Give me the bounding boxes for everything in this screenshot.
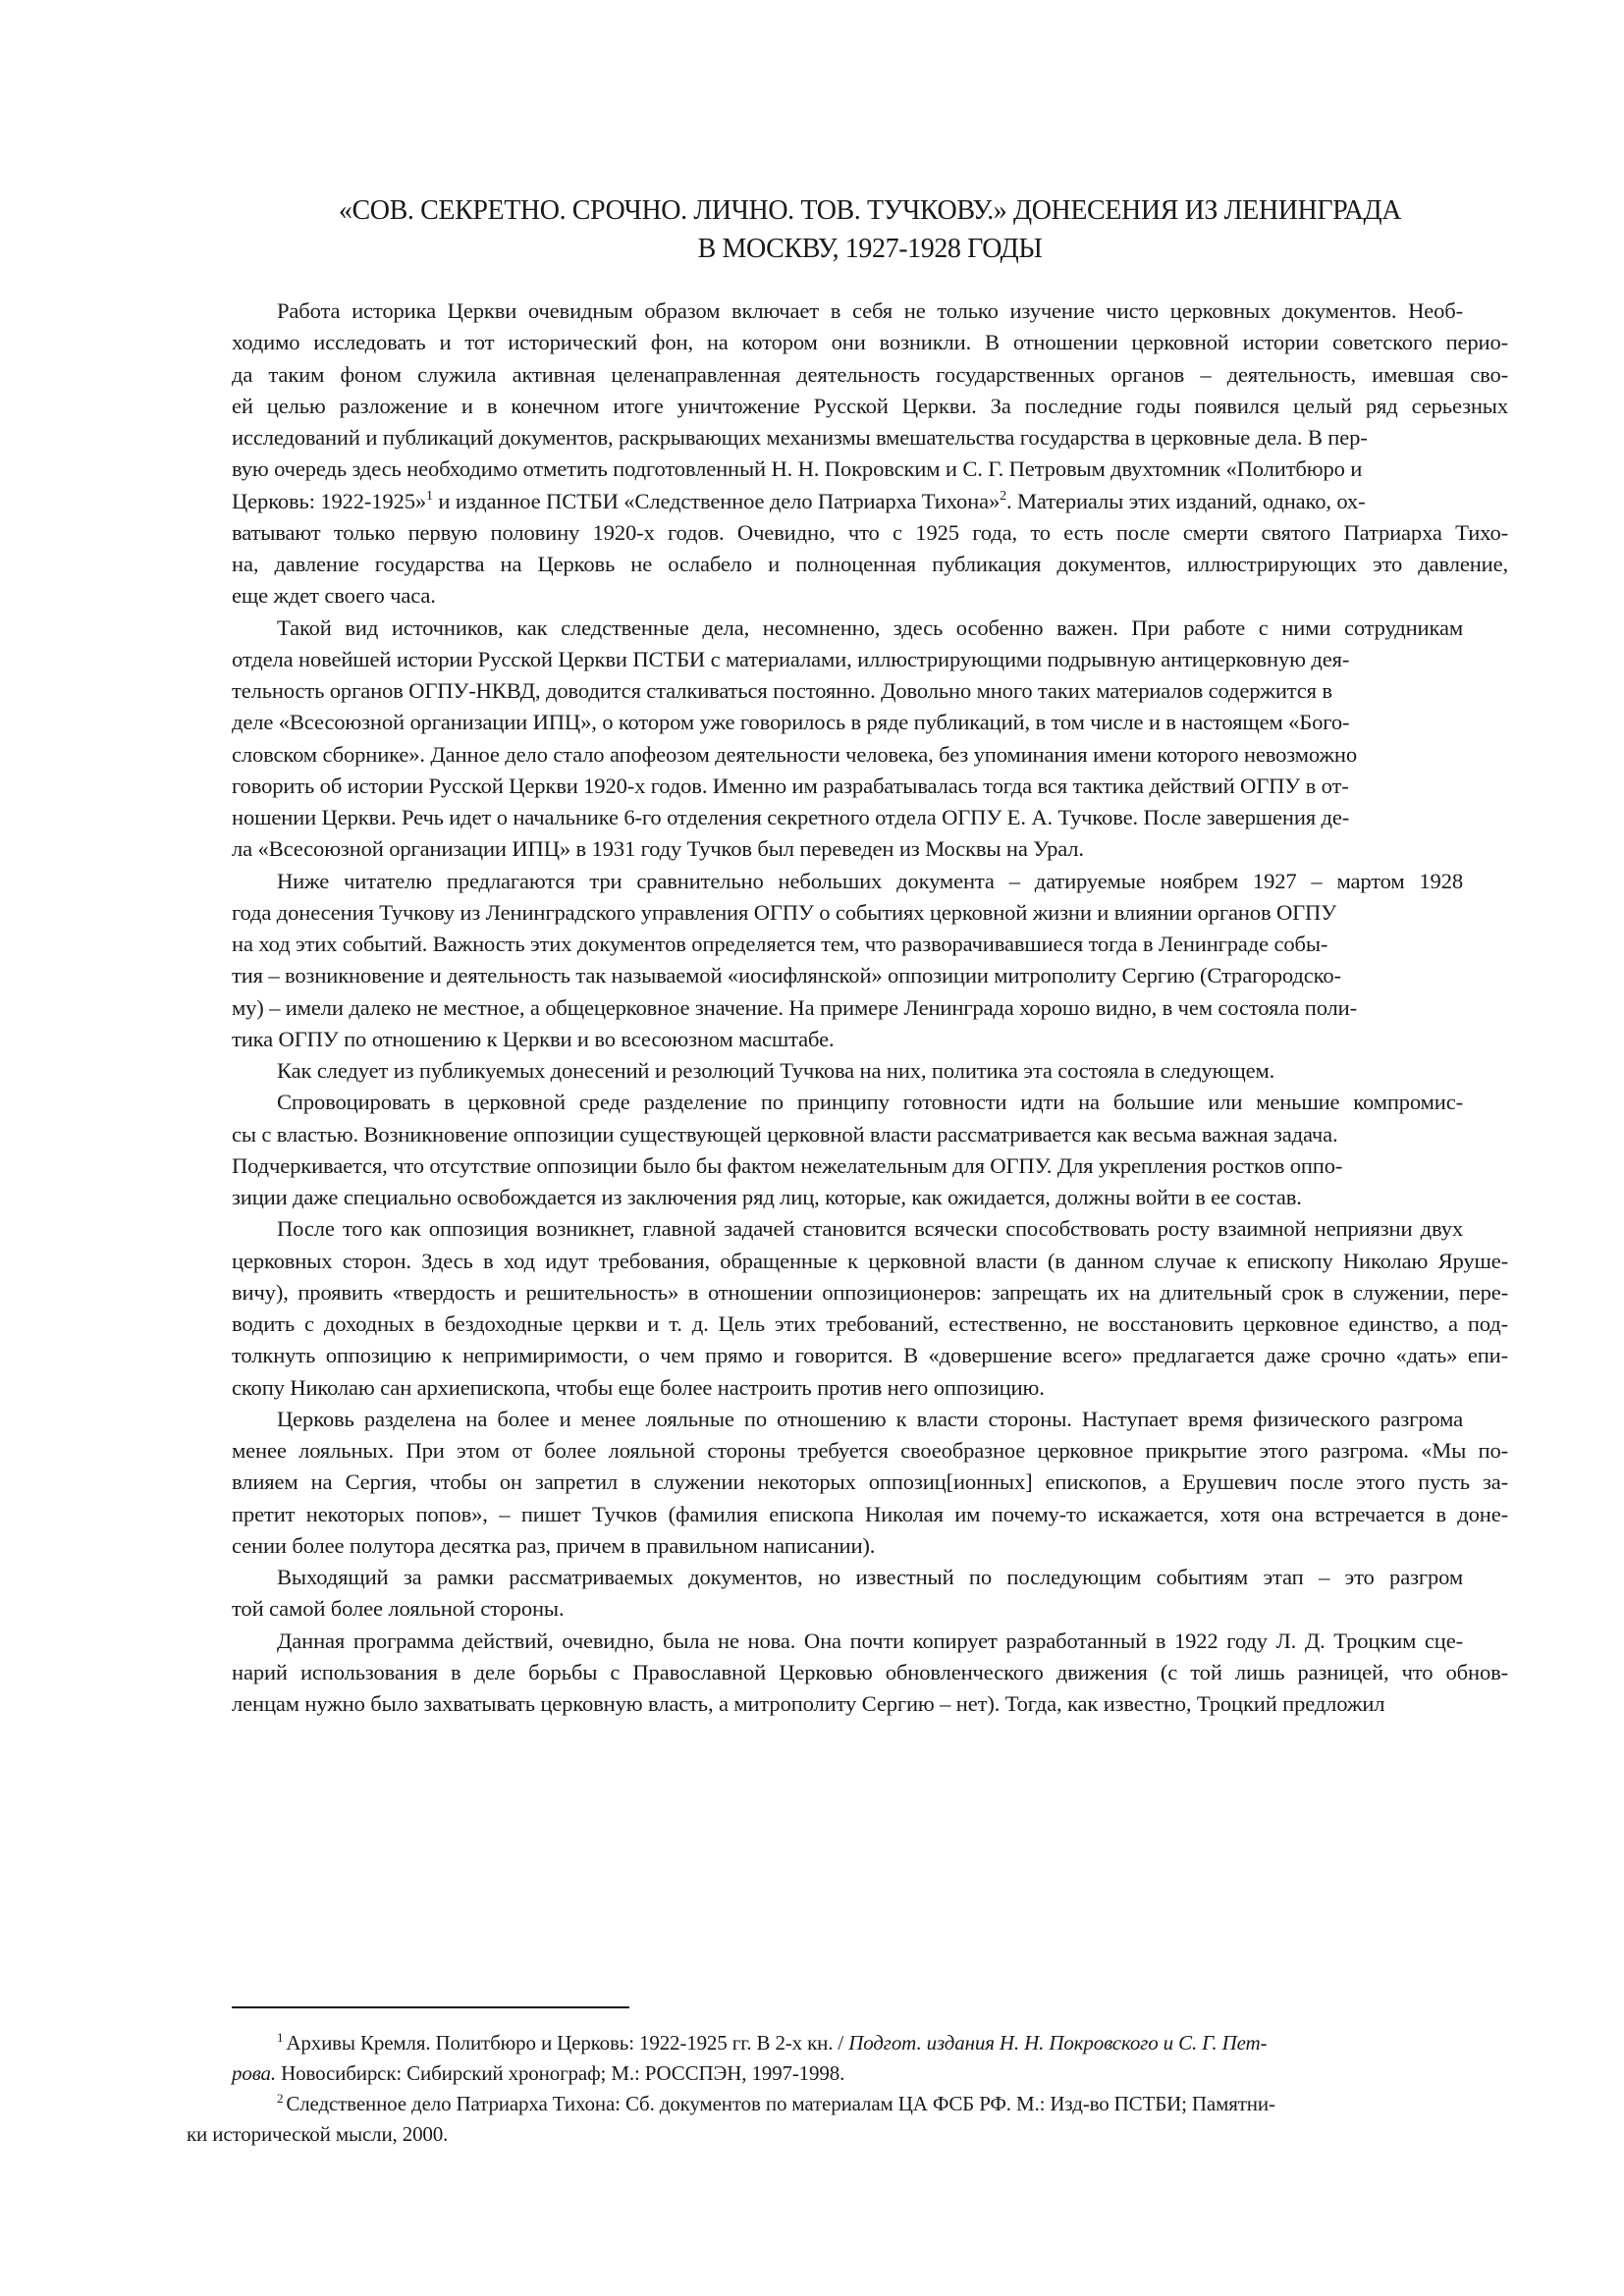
page-title [232,191,1508,268]
footnote-2 [187,2089,1508,2150]
paragraph-line: той самой более лояльной стороны. [232,1596,565,1622]
paragraph-line: словском сборнике». Данное дело стало апофеозом деятельности человека, без упоминания имени которого невозможно [232,741,1357,767]
body-paragraph [232,1404,1508,1562]
footnote-ref: 2 [1000,488,1006,504]
paragraph-line: толкнуть оппозицию к непримиримости, о чем прямо и говорится. В «довершение всего» предлагается даже срочно «дать» епи- [232,1343,1508,1368]
paragraph-line: Церковь разделена на более и менее лояльные по отношению к власти стороны. Наступает время физического разгрома [277,1406,1463,1431]
footnote-number: 2 [277,2091,284,2106]
footnote-text: Архивы Кремля. Политбюро и Церковь: 1922-1925 гг. В 2-х кн. / [286,2031,849,2055]
body-paragraph [232,1562,1508,1626]
paragraph-line: му) – имели далеко не местное, а общецерковное значение. На примере Ленинграда хорошо видно, в чем состояла поли- [232,994,1357,1020]
paragraph-line: ношении Церкви. Речь идет о начальнике 6-го отделения секретного отдела ОГПУ Е. А. Тучкове. После завершения де- [232,805,1350,829]
footnote-text: Новосибирск: Сибирский хронограф; М.: РОССПЭН, 1997-1998. [275,2061,845,2085]
paragraph-line: церковных сторон. Здесь в ход идут требования, обращенные к церковной власти (в данном случае к епископу Николаю Ярушe- [232,1248,1508,1273]
paragraph-line: нарий использования в деле борьбы с Православной Церковью обновленческого движения (с той лишь разницей, что обнов- [232,1659,1508,1684]
paragraph-line: Ниже читателю предлагаются три сравнительно небольших документа – датируемые ноябрем 1927 – мартом 1928 [277,868,1463,893]
paragraph-line: Как следует из публикуемых донесений и резолюций Тучкова на них, политика эта состояла в следующем. [277,1058,1275,1083]
footnote-ref: 1 [426,488,433,504]
article-body [232,295,1508,1720]
paragraph-line: говорить об истории Русской Церкви 1920-х годов. Именно им разрабатывалась тогда вся тактика действий ОГПУ в от- [232,773,1349,798]
paragraph-line: еще ждет своего часа. [232,583,436,609]
paragraph-line: скопу Николаю сан архиепископа, чтобы еще более настроить против него оппозицию. [232,1374,1045,1400]
paragraph-line: вичу), проявить «твердость и решительность» в отношении оппозиционеров: запрещать их на длительный срок в служении, пере- [232,1279,1508,1305]
footnote-italic: Подгот. издания Н. Н. Покровского и С. Г. Пет- [848,2031,1268,2055]
paragraph-line: Подчеркивается, что отсутствие оппозиции было бы фактом нежелательным для ОГПУ. Для укрепления ростков оппо- [232,1152,1343,1178]
paragraph-line: ходимо исследовать и тот исторический фон, на котором они возникли. В отношении церковной истории советского перио- [232,330,1508,355]
paragraph-text: и изданное ПСТБИ «Следственное дело Патриарха Тихона» [432,488,1001,513]
paragraph-line: Спровоцировать в церковной среде разделение по принципу готовности идти на большие или меньшие компромис- [277,1090,1463,1115]
footnote-text: ки исторической мысли, 2000. [187,2122,449,2146]
footnote-separator [232,2006,629,2008]
footnote-number: 1 [277,2030,284,2045]
paragraph-line: на ход этих событий. Важность этих документов определяется тем, что разворачивавшиеся тогда в Ленинграде собы- [232,932,1328,956]
paragraph-line: Выходящий за рамки рассматриваемых документов, но известный по последующим событиям этап – это разгром [277,1565,1463,1589]
paragraph-line: да таким фоном служила активная целенаправленная деятельность государственных органов – деятельность, имевшая сво- [232,361,1508,387]
title-line-2: В МОСКВУ, 1927-1928 ГОДЫ [697,234,1043,264]
paragraph-line: отдела новейшей истории Русской Церкви ПСТБИ с материалами, иллюстрирующими подрывную антицерковную дея- [232,646,1350,671]
paragraph-line: претит некоторых попов», – пишет Тучков (фамилия епископа Николая им почему-то искажается, хотя она встречается в доне- [232,1501,1508,1526]
footnote-1 [232,2028,1508,2089]
body-paragraph [232,1626,1508,1721]
paragraph-line: Такой вид источников, как следственные дела, несомненно, здесь особенно важен. При работе с ними сотрудникам [277,614,1463,640]
body-paragraph [232,295,1508,613]
footnote-text: Следственное дело Патриарха Тихона: Сб. документов по материалам ЦА ФСБ РФ. М.: Изд-во ПСТБИ; Памятни- [286,2092,1275,2115]
paragraph-line: водить с доходных в бездоходные церкви и т. д. Цель этих требований, естественно, не восстановить церковное единство, а под- [232,1311,1508,1336]
paragraph-line: менее лояльных. При этом от более лояльной стороны требуется своеобразное церковное прикрытие этого разгрома. «Мы по- [232,1438,1508,1463]
paragraph-line: ла «Всесоюзной организации ИПЦ» в 1931 году Тучков был переведен из Москвы на Урал. [232,836,1084,862]
paragraph-line: исследований и публикаций документов, раскрывающих механизмы вмешательства государства в церковные дела. В пер- [232,425,1368,450]
paragraph-line: Работа историка Церкви очевидным образом включает в себя не только изучение чисто церковных документов. Необ- [277,298,1463,323]
paragraph-line: влияем на Сергия, чтобы он запретил в служении некоторых оппозиц[ионных] епископов, а Ерушевич после этого пусть за- [232,1469,1508,1495]
paragraph-line: сении более полутора десятка раз, причем в правильном написании). [232,1532,876,1558]
paragraph-text: Церковь: 1922-1925» [232,488,427,513]
paragraph-text: . Материалы этих изданий, однако, ох- [1006,488,1366,513]
paragraph-line: сы с властью. Возникновение оппозиции существующей церковной власти рассматривается как весьма важная задача. [232,1121,1338,1147]
paragraph-line: Данная программа действий, очевидно, была не нова. Она почти копирует разработанный в 1922 году Л. Д. Троцким сце- [277,1628,1463,1653]
paragraph-line: тельность органов ОГПУ-НКВД, доводится сталкиваться постоянно. Довольно много таких материалов содержится в [232,678,1332,703]
title-line-1: «СОВ. СЕКРЕТНО. СРОЧНО. ЛИЧНО. ТОВ. ТУЧКОВУ.» ДОНЕСЕНИЯ ИЗ ЛЕНИНГРАДА [338,195,1402,226]
paragraph-line: ей целью разложение и в конечном итоге уничтожение Русской Церкви. За последние годы появился целый ряд серьезных [232,393,1508,418]
paragraph-line: тика ОГПУ по отношению к Церкви и во всесоюзном масштабе. [232,1026,835,1051]
paragraph-line [232,486,1508,517]
paragraph-line: зиции даже специально освобождается из заключения ряд лиц, которые, как ожидается, должны войти в ее состав. [232,1185,1302,1209]
paragraph-line: ватывают только первую половину 1920-х годов. Очевидно, что с 1925 года, то есть после смерти святого Патриарха Тихо- [232,519,1508,545]
body-paragraph [232,1055,1508,1087]
paragraph-line: вую очередь здесь необходимо отметить подготовленный Н. Н. Покровским и С. Г. Петровым двухтомник «Политбюро и [232,456,1363,482]
paragraph-line: тия – возникновение и деятельность так называемой «иосифлянской» оппозиции митрополиту Сергию (Страгородско- [232,963,1341,988]
footnote-italic: рова. [232,2061,276,2085]
body-paragraph [232,1213,1508,1404]
paragraph-line: на, давление государства на Церковь не ослабело и полноценная публикация документов, иллюстрирующих это давление, [232,552,1508,576]
paragraph-line: После того как оппозиция возникнет, главной задачей становится всячески способствовать росту взаимной неприязни двух [277,1216,1463,1242]
body-paragraph [232,1087,1508,1213]
footnotes [187,2028,1508,2150]
body-paragraph [232,866,1508,1056]
paragraph-line: деле «Всесоюзной организации ИПЦ», о котором уже говорилось в ряде публикаций, в том числе и в настоящем «Бого- [232,710,1350,735]
body-paragraph [232,613,1508,866]
paragraph-line: года донесения Тучкову из Ленинградского управления ОГПУ о событиях церковной жизни и влиянии органов ОГПУ [232,899,1337,925]
paragraph-line: ленцам нужно было захватывать церковную власть, а митрополиту Сергию – нет). Тогда, как известно, Троцкий предложил [232,1691,1385,1716]
